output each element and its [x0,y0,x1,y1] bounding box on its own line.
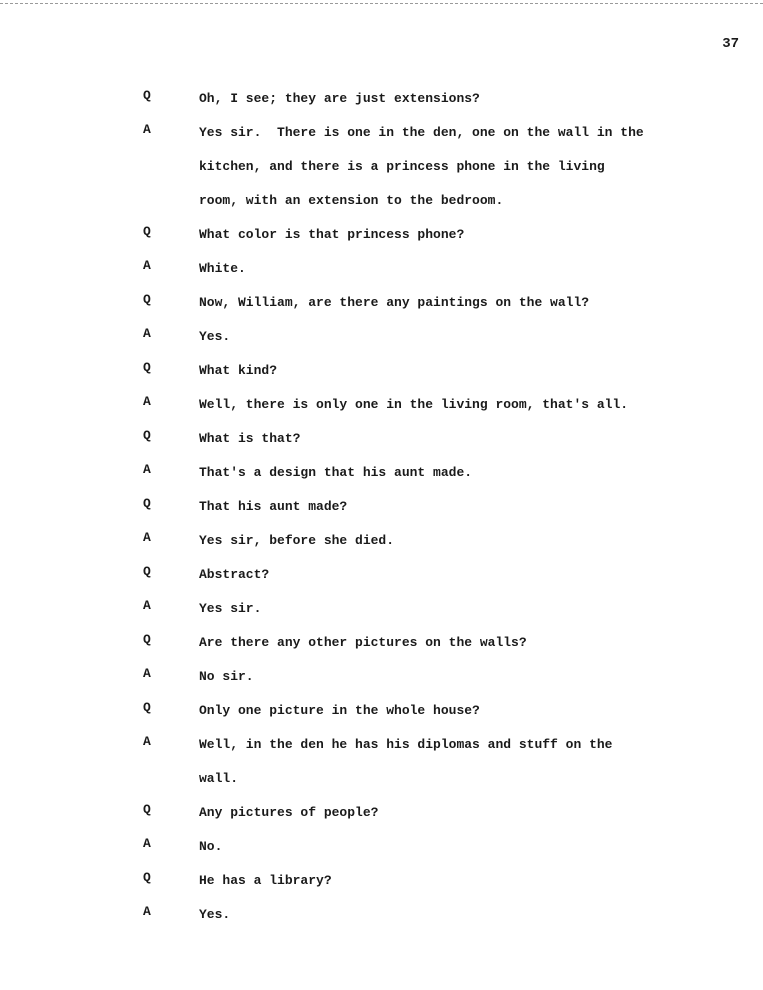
line-text-row: room, with an extension to the bedroom. [199,193,504,208]
line-text [199,898,739,932]
line-text [199,388,739,422]
line-text-row: wall. [199,771,239,786]
line-text [199,490,739,524]
line-text-row: Yes. [199,329,231,344]
line-text [199,864,739,898]
line-text-row: That's a design that his aunt made. [199,465,473,480]
line-text-row: Yes sir. There is one in the den, one on the wall in the [199,125,644,140]
speaker-label: Q [143,870,151,885]
line-text-row: Yes sir, before she died. [199,533,395,548]
line-text-row: What is that? [199,431,301,446]
speaker-label: Q [143,564,151,579]
transcript-line [0,252,763,286]
speaker-label: Q [143,496,151,511]
line-text [199,82,739,116]
line-text-row: He has a library? [199,873,332,888]
speaker-label: A [143,666,151,681]
line-text [199,694,739,728]
speaker-label: Q [143,802,151,817]
transcript-line [0,286,763,320]
line-text-row: Well, in the den he has his diplomas and stuff on the [199,737,613,752]
line-text [199,592,739,626]
transcript-line [0,796,763,830]
speaker-label: Q [143,428,151,443]
transcript-line [0,660,763,694]
line-text-row: Well, there is only one in the living room, that's all. [199,397,629,412]
speaker-label: Q [143,632,151,647]
line-text-row: That his aunt made? [199,499,348,514]
line-text [199,796,739,830]
speaker-label: Q [143,360,151,375]
transcript [0,82,763,932]
line-text [199,286,739,320]
transcript-line [0,592,763,626]
speaker-label: A [143,530,151,545]
line-text-row: No. [199,839,223,854]
transcript-line [0,626,763,660]
line-text-row: Yes. [199,907,231,922]
line-text [199,830,739,864]
line-text-row: What kind? [199,363,278,378]
line-text-row: Only one picture in the whole house? [199,703,480,718]
line-text-row: Any pictures of people? [199,805,379,820]
line-text [199,626,739,660]
transcript-line [0,456,763,490]
line-text-row: kitchen, and there is a princess phone in the living [199,159,605,174]
line-text [199,218,739,252]
line-text-row: White. [199,261,246,276]
line-text-row: What color is that princess phone? [199,227,465,242]
page-number: 37 [722,36,739,52]
transcript-line [0,218,763,252]
line-text-row: Are there any other pictures on the walls? [199,635,527,650]
line-text [199,524,739,558]
line-text [199,320,739,354]
line-text-row: Oh, I see; they are just extensions? [199,91,480,106]
page-top-border [0,3,763,4]
transcript-line [0,388,763,422]
speaker-label: Q [143,292,151,307]
line-text [199,354,739,388]
transcript-line [0,898,763,932]
transcript-line [0,82,763,116]
speaker-label: A [143,598,151,613]
line-text [199,422,739,456]
line-text-row: Abstract? [199,567,270,582]
transcript-line [0,694,763,728]
transcript-line [0,864,763,898]
speaker-label: Q [143,700,151,715]
line-text-row: No sir. [199,669,254,684]
speaker-label: A [143,122,151,137]
speaker-label: A [143,326,151,341]
line-text [199,456,739,490]
transcript-line [0,524,763,558]
line-text [199,728,739,796]
speaker-label: A [143,734,151,749]
transcript-line [0,320,763,354]
line-text [199,660,739,694]
transcript-line [0,728,763,796]
line-text-row: Yes sir. [199,601,262,616]
speaker-label: A [143,258,151,273]
speaker-label: Q [143,88,151,103]
transcript-line [0,422,763,456]
line-text [199,558,739,592]
transcript-line [0,116,763,218]
speaker-label: A [143,462,151,477]
line-text-row: Now, William, are there any paintings on the wall? [199,295,590,310]
speaker-label: Q [143,224,151,239]
speaker-label: A [143,394,151,409]
transcript-line [0,354,763,388]
transcript-line [0,830,763,864]
speaker-label: A [143,904,151,919]
speaker-label: A [143,836,151,851]
transcript-line [0,490,763,524]
line-text [199,252,739,286]
transcript-line [0,558,763,592]
line-text [199,116,739,218]
